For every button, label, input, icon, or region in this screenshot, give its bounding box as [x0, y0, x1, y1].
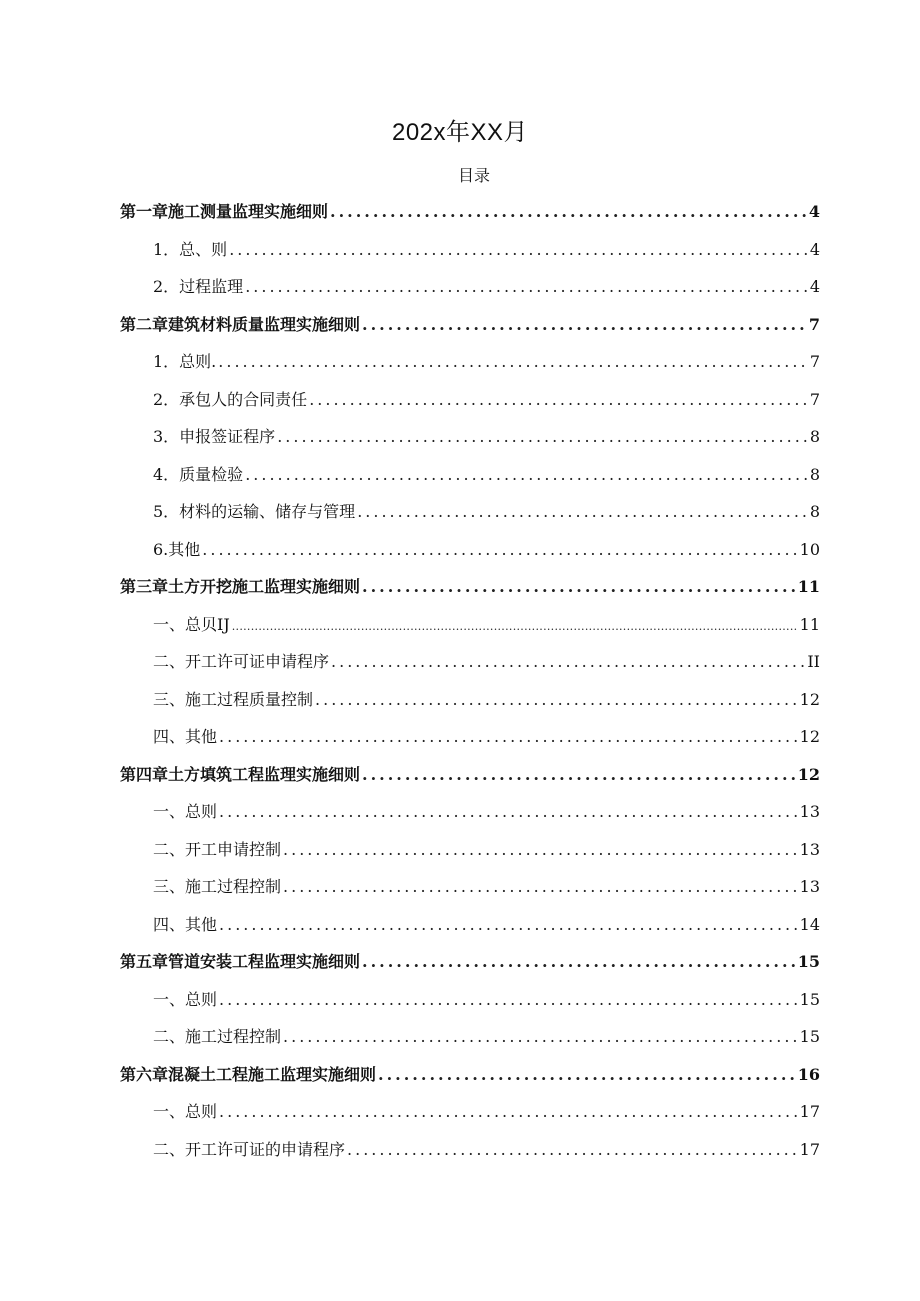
toc-page-number: 14	[799, 914, 820, 934]
toc-page-number: 7	[809, 389, 820, 409]
toc-entry-title: 一、总则	[153, 1102, 218, 1121]
toc-page-number: 8	[809, 427, 820, 446]
toc-page-number: 15	[797, 952, 820, 971]
toc-page-number: II	[807, 652, 820, 671]
toc-chapter-entry[interactable]	[120, 193, 820, 231]
toc-page-number: 8	[809, 502, 820, 521]
toc-entry-title: 三、施工过程质量控制	[153, 689, 314, 709]
toc-entry-title: 二、施工过程控制	[153, 1027, 282, 1046]
toc-page-number: 13	[799, 877, 820, 896]
toc-section-entry[interactable]	[120, 718, 820, 756]
toc-leader-dots	[329, 643, 805, 681]
toc-entry-title: 5．材料的运输、储存与管理	[153, 502, 356, 521]
toc-entry-title: 1．总则.	[153, 352, 217, 371]
toc-entry-title: 第四章土方填筑工程监理实施细则	[120, 764, 361, 784]
page-title: 202x年XX月	[391, 119, 529, 146]
table-of-contents	[120, 193, 820, 1168]
toc-entry-title: 三、施工过程控制	[153, 877, 282, 896]
toc-section-entry[interactable]	[120, 456, 820, 494]
toc-leader-dots	[275, 418, 808, 456]
toc-entry-title: 二、开工许可证的申请程序	[153, 1139, 346, 1159]
toc-page-number: 4	[808, 202, 820, 221]
toc-leader-dots	[216, 343, 808, 381]
toc-chapter-entry[interactable]	[120, 568, 820, 606]
toc-entry-title: 第六章混凝土工程施工监理实施细则	[120, 1064, 377, 1084]
toc-leader-dots	[281, 868, 798, 906]
toc-leader-dots	[217, 718, 798, 756]
toc-section-entry[interactable]	[120, 981, 820, 1019]
toc-entry-title: 第二章建筑材料质量监理实施细则	[120, 314, 361, 334]
toc-section-entry[interactable]	[120, 831, 820, 869]
toc-entry-title: 第五章管道安装工程监理实施细则	[120, 952, 361, 971]
toc-entry-title: 6.其他	[153, 539, 201, 559]
toc-entry-title: 一、总贝IJ	[153, 614, 230, 634]
toc-leader-dots	[360, 756, 796, 794]
toc-section-entry[interactable]	[120, 906, 820, 944]
toc-leader-dots	[360, 943, 796, 981]
toc-leader-dots	[227, 231, 808, 269]
toc-section-entry[interactable]	[120, 681, 820, 719]
toc-entry-title: 一、总则	[153, 802, 218, 821]
toc-page-number: 4	[809, 277, 820, 296]
toc-section-entry[interactable]	[120, 793, 820, 831]
toc-section-entry[interactable]	[120, 1131, 820, 1169]
toc-section-entry[interactable]	[120, 231, 820, 269]
toc-section-entry[interactable]	[120, 606, 820, 644]
toc-leader-dots	[243, 456, 808, 494]
toc-section-entry[interactable]	[120, 531, 820, 569]
toc-section-entry[interactable]	[120, 268, 820, 306]
toc-page-number: 8	[809, 464, 820, 484]
toc-section-entry[interactable]	[120, 643, 820, 681]
toc-leader-dots	[217, 981, 798, 1019]
toc-leader-dots	[345, 1131, 798, 1169]
toc-section-entry[interactable]	[120, 868, 820, 906]
toc-entry-title: 四、其他	[153, 727, 218, 746]
toc-entry-title: 1．总、则	[153, 239, 228, 259]
toc-page-number: 17	[799, 1102, 820, 1121]
toc-leader-dots	[281, 831, 798, 869]
toc-entry-title: 四、其他	[153, 914, 218, 934]
toc-page-number: 13	[799, 802, 820, 821]
toc-page-number: 13	[799, 839, 820, 859]
toc-page-number: 11	[797, 577, 820, 596]
toc-page-number: 15	[799, 989, 820, 1009]
toc-leader-dots	[230, 608, 798, 646]
toc-entry-title: 第一章施工测量监理实施细则	[120, 202, 329, 221]
toc-page-number: 16	[797, 1064, 820, 1084]
toc-section-entry[interactable]	[120, 343, 820, 381]
toc-leader-dots	[243, 268, 808, 306]
toc-page-number: 7	[809, 352, 820, 371]
toc-chapter-entry[interactable]	[120, 1056, 820, 1094]
toc-page-number: 15	[799, 1027, 820, 1046]
toc-leader-dots	[313, 681, 798, 719]
toc-entry-title: 2．过程监理	[153, 277, 244, 296]
toc-entry-title: 4．质量检验	[153, 464, 244, 484]
toc-entry-title: 2．承包人的合同责任	[153, 389, 308, 409]
toc-chapter-entry[interactable]	[120, 756, 820, 794]
toc-leader-dots	[217, 1093, 798, 1131]
toc-section-entry[interactable]	[120, 418, 820, 456]
toc-page-number: 10	[799, 539, 820, 559]
toc-chapter-entry[interactable]	[120, 943, 820, 981]
toc-leader-dots	[360, 568, 796, 606]
toc-entry-title: 二、开工申请控制	[153, 839, 282, 859]
toc-heading: 目录	[457, 166, 490, 185]
toc-page-number: 4	[809, 239, 820, 259]
toc-entry-title: 第三章土方开挖施工监理实施细则	[120, 577, 361, 596]
toc-section-entry[interactable]	[120, 493, 820, 531]
toc-leader-dots	[217, 793, 798, 831]
toc-entry-title: 一、总则	[153, 989, 218, 1009]
toc-section-entry[interactable]	[120, 1093, 820, 1131]
toc-leader-dots	[200, 531, 797, 569]
toc-entry-title: 二、开工许可证申请程序	[153, 652, 330, 671]
toc-leader-dots	[376, 1056, 796, 1094]
toc-leader-dots	[328, 193, 807, 231]
toc-leader-dots	[355, 493, 808, 531]
toc-page-number: 17	[799, 1139, 820, 1159]
toc-page-number: 12	[797, 764, 820, 784]
toc-page-number: 7	[808, 314, 820, 334]
toc-entry-title: 3．申报签证程序	[153, 427, 276, 446]
toc-page-number: 11	[799, 614, 820, 634]
toc-page-number: 12	[799, 689, 820, 709]
toc-section-entry[interactable]	[120, 381, 820, 419]
toc-chapter-entry[interactable]	[120, 306, 820, 344]
toc-leader-dots	[281, 1018, 798, 1056]
toc-leader-dots	[217, 906, 798, 944]
toc-page-number: 12	[799, 727, 820, 746]
toc-leader-dots	[307, 381, 808, 419]
toc-leader-dots	[360, 306, 807, 344]
toc-section-entry[interactable]	[120, 1018, 820, 1056]
